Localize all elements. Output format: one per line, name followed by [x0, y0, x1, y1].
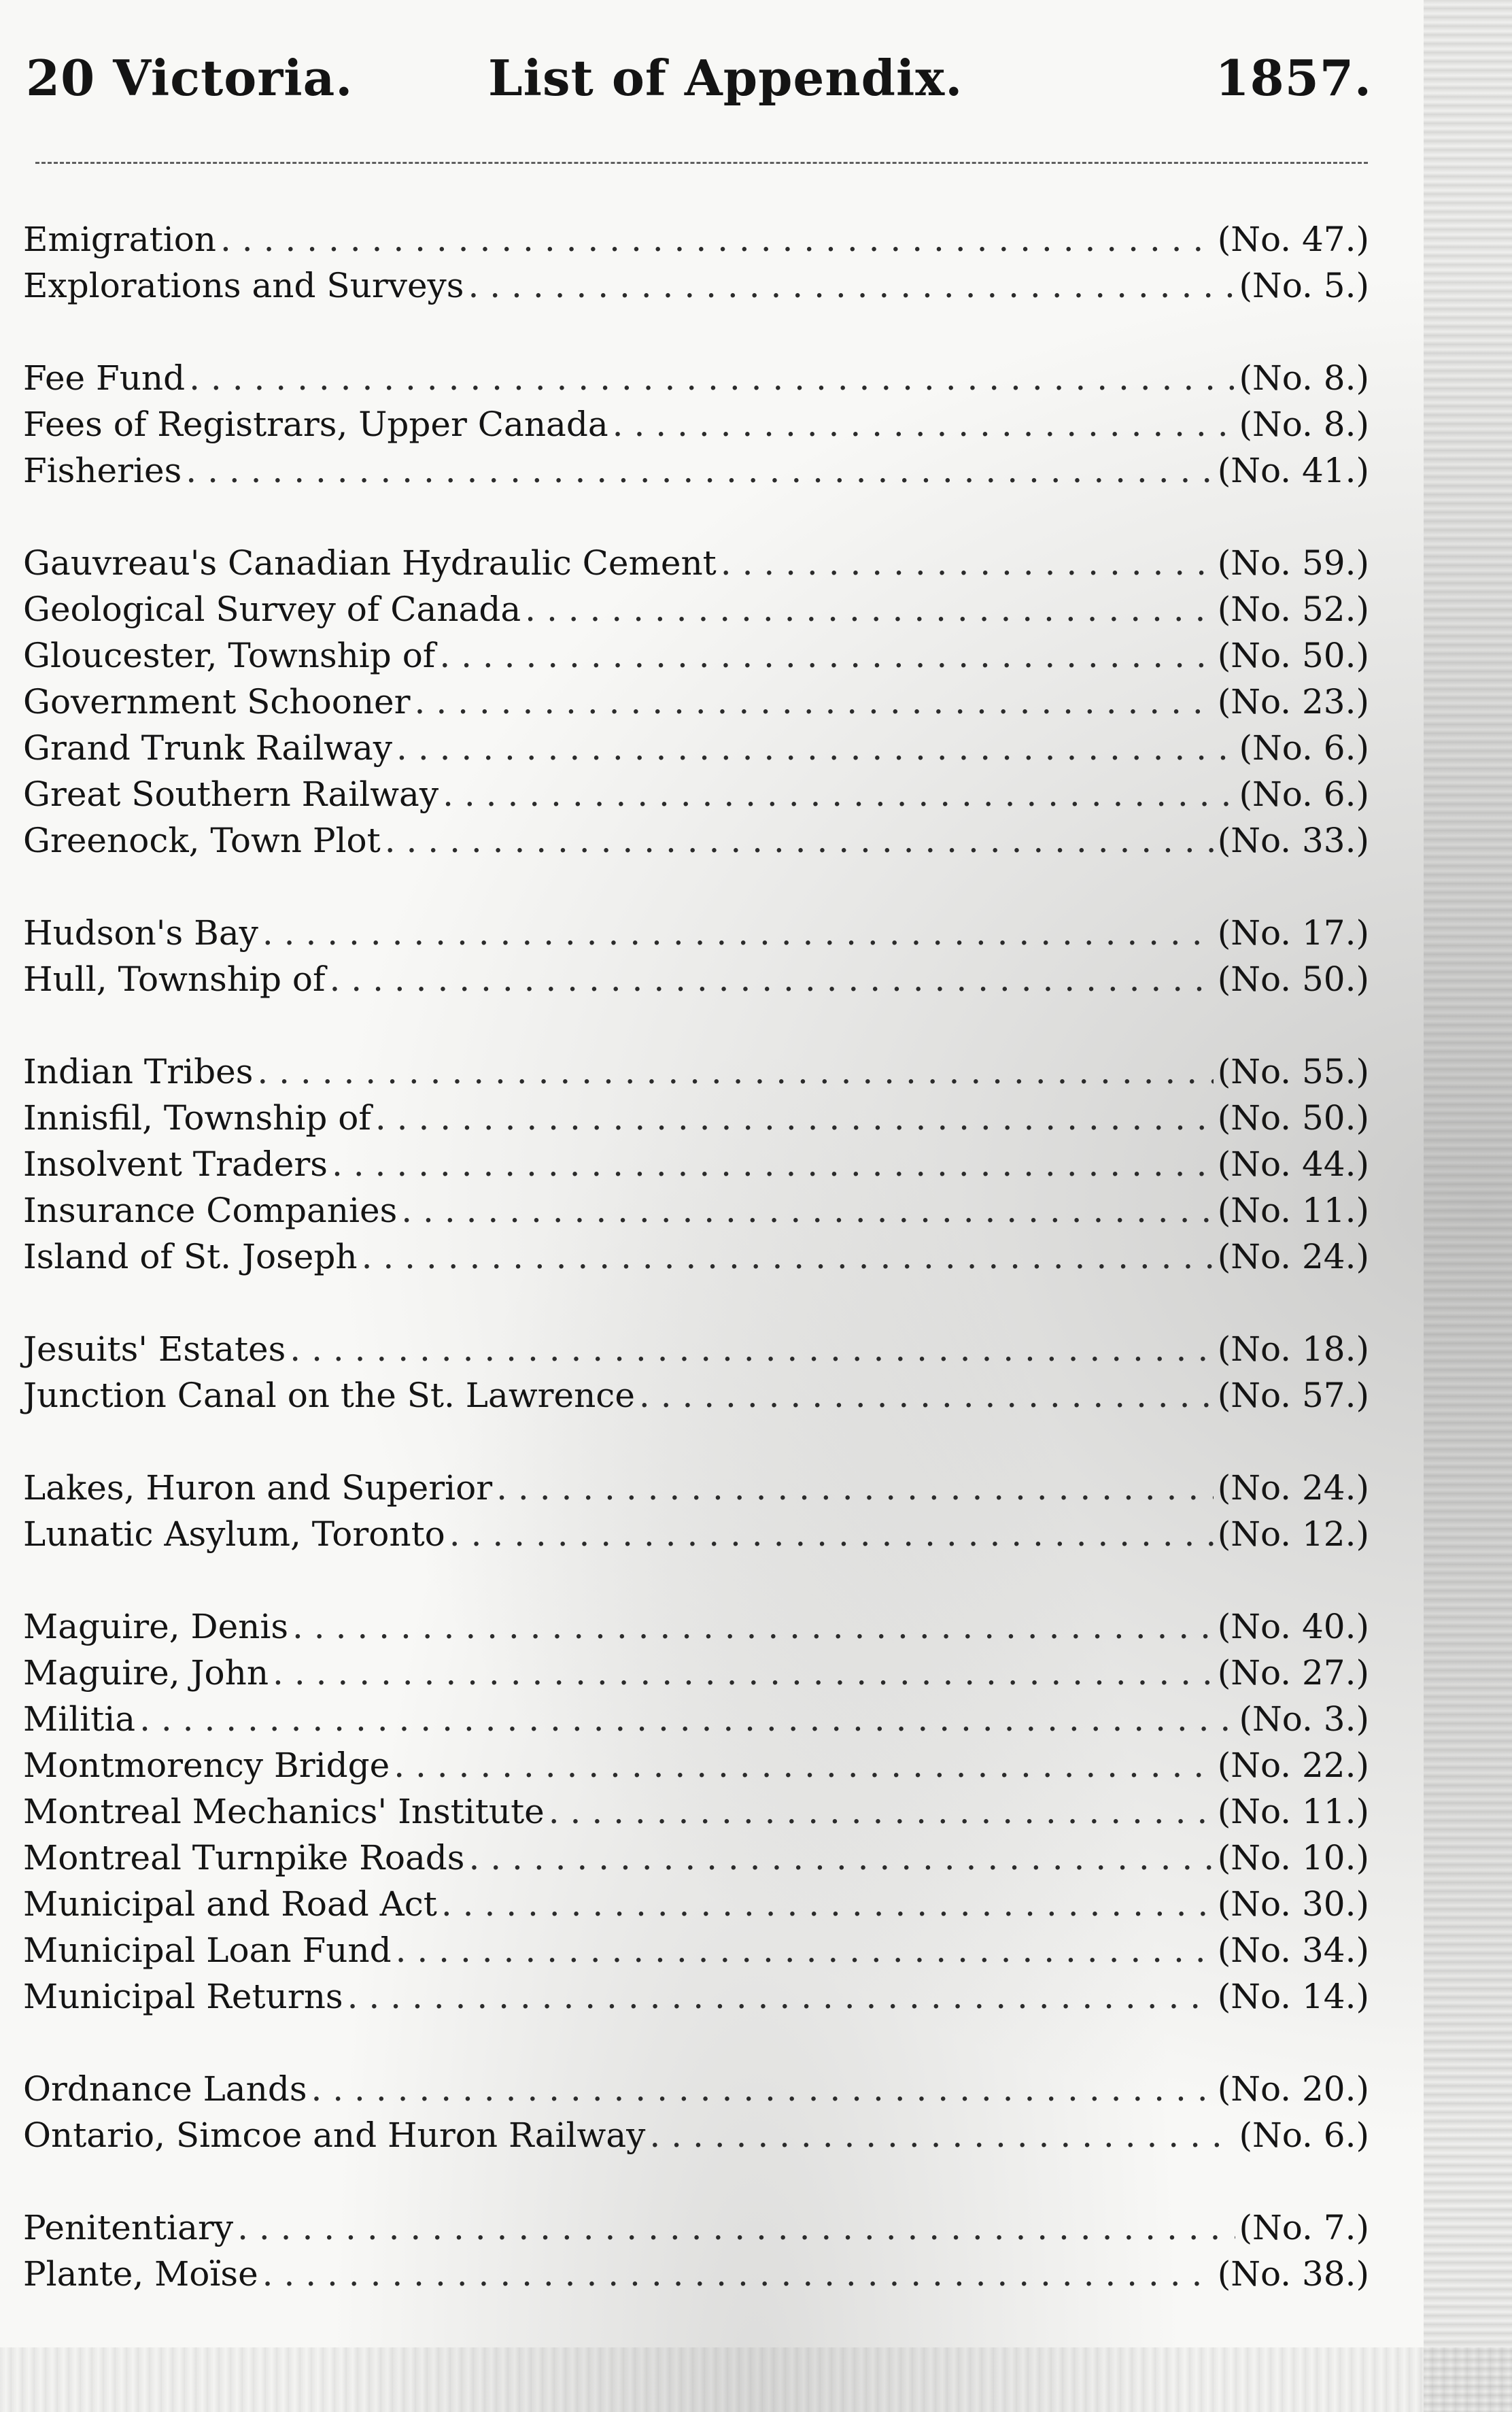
dot-leader [396, 725, 1235, 771]
entry-label: Militia [23, 1699, 136, 1739]
dot-leader [347, 1973, 1214, 2020]
entry-group [23, 2066, 1369, 2158]
entry-label: Municipal and Road Act [23, 1884, 437, 1924]
dot-leader [262, 910, 1214, 956]
entry-label: Municipal Returns [23, 1977, 343, 2016]
entry-reference: (No. 23.) [1217, 682, 1369, 721]
list-item [23, 2251, 1369, 2297]
entry-reference: (No. 47.) [1217, 220, 1369, 259]
dot-leader [237, 2205, 1235, 2251]
dot-leader [415, 679, 1214, 725]
scan-shadow-right [1424, 0, 1512, 2412]
entry-reference: (No. 50.) [1217, 1098, 1369, 1138]
entry-group [23, 1049, 1369, 1280]
list-item [23, 2066, 1369, 2112]
entry-label: Lunatic Asylum, Toronto [23, 1514, 445, 1554]
entry-label: Montreal Turnpike Roads [23, 1838, 465, 1878]
entry-reference: (No. 24.) [1217, 1468, 1369, 1508]
entry-label: Great Southern Railway [23, 775, 439, 814]
dot-leader [332, 1141, 1214, 1187]
dot-leader [139, 1696, 1235, 1742]
entry-reference: (No. 8.) [1239, 405, 1369, 444]
dot-leader [311, 2066, 1213, 2112]
list-item [23, 355, 1369, 401]
list-item [23, 401, 1369, 447]
entry-reference: (No. 17.) [1217, 913, 1369, 953]
entry-label: Maguire, Denis [23, 1607, 289, 1646]
list-item [23, 1973, 1369, 2020]
dot-leader [262, 2251, 1214, 2297]
list-item [23, 1927, 1369, 1973]
dot-leader [549, 1788, 1214, 1835]
list-item [23, 956, 1369, 1002]
list-item [23, 216, 1369, 262]
entry-label: Montmorency Bridge [23, 1746, 390, 1785]
entry-label: Jesuits' Estates [23, 1329, 286, 1369]
entry-reference: (No. 55.) [1217, 1052, 1369, 1091]
scan-shadow-bottom [0, 2347, 1512, 2412]
dot-leader [375, 1095, 1214, 1141]
entry-group [23, 910, 1369, 1002]
dot-leader [362, 1234, 1214, 1280]
entry-reference: (No. 30.) [1217, 1884, 1369, 1924]
entry-reference: (No. 6.) [1239, 775, 1369, 814]
dot-leader [468, 1835, 1213, 1881]
list-item [23, 632, 1369, 679]
entry-label: Plante, Moïse [23, 2254, 258, 2294]
entry-reference: (No. 8.) [1239, 358, 1369, 398]
entry-reference: (No. 33.) [1217, 821, 1369, 860]
entry-label: Government Schooner [23, 682, 411, 721]
entry-group [23, 2205, 1369, 2297]
entry-reference: (No. 22.) [1217, 1746, 1369, 1785]
entry-reference: (No. 5.) [1239, 266, 1369, 305]
entry-label: Island of St. Joseph [23, 1237, 358, 1276]
header-year: 1857. [1215, 49, 1372, 107]
list-item [23, 1742, 1369, 1788]
entry-reference: (No. 12.) [1217, 1514, 1369, 1554]
entry-reference: (No. 34.) [1217, 1931, 1369, 1970]
entry-label: Gloucester, Township of [23, 636, 436, 675]
entry-reference: (No. 59.) [1217, 543, 1369, 583]
entry-label: Ontario, Simcoe and Huron Railway [23, 2116, 646, 2155]
entry-label: Insolvent Traders [23, 1144, 328, 1184]
list-item [23, 1881, 1369, 1927]
entry-label: Fees of Registrars, Upper Canada [23, 405, 608, 444]
entry-reference: (No. 44.) [1217, 1144, 1369, 1184]
list-item [23, 2205, 1369, 2251]
entry-label: Geological Survey of Canada [23, 590, 521, 629]
entry-reference: (No. 27.) [1217, 1653, 1369, 1693]
list-item [23, 1095, 1369, 1141]
list-item [23, 771, 1369, 817]
entry-label: Hull, Township of [23, 959, 326, 999]
list-item [23, 1326, 1369, 1372]
dot-leader [292, 1603, 1214, 1650]
list-item [23, 262, 1369, 309]
entry-reference: (No. 38.) [1217, 2254, 1369, 2294]
dot-leader [525, 586, 1214, 632]
entry-reference: (No. 11.) [1217, 1191, 1369, 1230]
entry-reference: (No. 18.) [1217, 1329, 1369, 1369]
page-header [26, 49, 1372, 124]
entry-label: Innisfil, Township of [23, 1098, 371, 1138]
entry-reference: (No. 52.) [1217, 590, 1369, 629]
entry-reference: (No. 7.) [1239, 2208, 1369, 2247]
list-item [23, 1141, 1369, 1187]
dot-leader [257, 1049, 1213, 1095]
list-item [23, 2112, 1369, 2158]
entry-reference: (No. 57.) [1217, 1376, 1369, 1415]
entry-label: Greenock, Town Plot [23, 821, 381, 860]
entry-reference: (No. 6.) [1239, 728, 1369, 768]
entry-reference: (No. 11.) [1217, 1792, 1369, 1831]
dot-leader [468, 262, 1235, 309]
entry-label: Fisheries [23, 451, 182, 490]
entry-group [23, 540, 1369, 864]
entry-label: Penitentiary [23, 2208, 234, 2247]
dot-leader [385, 817, 1214, 864]
list-item [23, 725, 1369, 771]
entry-label: Junction Canal on the St. Lawrence [23, 1376, 635, 1415]
dot-leader [394, 1742, 1214, 1788]
list-item [23, 817, 1369, 864]
list-item [23, 1788, 1369, 1835]
entry-label: Emigration [23, 220, 217, 259]
dot-leader [396, 1927, 1214, 1973]
list-item [23, 1234, 1369, 1280]
entry-label: Maguire, John [23, 1653, 269, 1693]
list-item [23, 1603, 1369, 1650]
list-item [23, 910, 1369, 956]
entry-reference: (No. 40.) [1217, 1607, 1369, 1646]
entry-group [23, 216, 1369, 309]
list-item [23, 1049, 1369, 1095]
header-session: 20 Victoria. [26, 49, 354, 107]
dot-leader [186, 447, 1213, 494]
entry-label: Explorations and Surveys [23, 266, 464, 305]
dot-leader [189, 355, 1235, 401]
list-item [23, 1465, 1369, 1511]
entry-label: Indian Tribes [23, 1052, 254, 1091]
list-item [23, 1696, 1369, 1742]
entry-group [23, 1465, 1369, 1557]
dot-leader [273, 1650, 1214, 1696]
entry-group [23, 355, 1369, 494]
list-item [23, 1187, 1369, 1234]
list-item [23, 586, 1369, 632]
dot-leader [721, 540, 1214, 586]
appendix-list [23, 216, 1369, 2343]
entry-label: Ordnance Lands [23, 2069, 307, 2109]
entry-label: Insurance Companies [23, 1191, 398, 1230]
entry-label: Municipal Loan Fund [23, 1931, 392, 1970]
entry-group [23, 1603, 1369, 2020]
list-item [23, 1372, 1369, 1419]
dot-leader [290, 1326, 1213, 1372]
list-item [23, 540, 1369, 586]
list-item [23, 1650, 1369, 1696]
dot-leader [613, 401, 1235, 447]
list-item [23, 447, 1369, 494]
entry-label: Fee Fund [23, 358, 186, 398]
dot-leader [496, 1465, 1214, 1511]
entry-label: Gauvreau's Canadian Hydraulic Cement [23, 543, 717, 583]
dot-leader [439, 632, 1213, 679]
entry-reference: (No. 24.) [1217, 1237, 1369, 1276]
entry-reference: (No. 6.) [1239, 2116, 1369, 2155]
entry-reference: (No. 41.) [1217, 451, 1369, 490]
entry-reference: (No. 50.) [1217, 636, 1369, 675]
list-item [23, 1835, 1369, 1881]
list-item [23, 1511, 1369, 1557]
dot-leader [401, 1187, 1213, 1234]
entry-label: Grand Trunk Railway [23, 728, 393, 768]
header-rule [35, 162, 1368, 164]
dot-leader [639, 1372, 1214, 1419]
entry-reference: (No. 50.) [1217, 959, 1369, 999]
entry-reference: (No. 20.) [1217, 2069, 1369, 2109]
dot-leader [449, 1511, 1214, 1557]
entry-label: Hudson's Bay [23, 913, 258, 953]
dot-leader [443, 771, 1235, 817]
entry-reference: (No. 3.) [1239, 1699, 1369, 1739]
entry-label: Lakes, Huron and Superior [23, 1468, 493, 1508]
entry-reference: (No. 14.) [1217, 1977, 1369, 2016]
entry-label: Montreal Mechanics' Institute [23, 1792, 545, 1831]
dot-leader [330, 956, 1214, 1002]
dot-leader [649, 2112, 1235, 2158]
entry-group [23, 1326, 1369, 1419]
dot-leader [220, 216, 1214, 262]
entry-reference: (No. 10.) [1217, 1838, 1369, 1878]
dot-leader [441, 1881, 1214, 1927]
header-title: List of Appendix. [488, 49, 963, 107]
list-item [23, 679, 1369, 725]
